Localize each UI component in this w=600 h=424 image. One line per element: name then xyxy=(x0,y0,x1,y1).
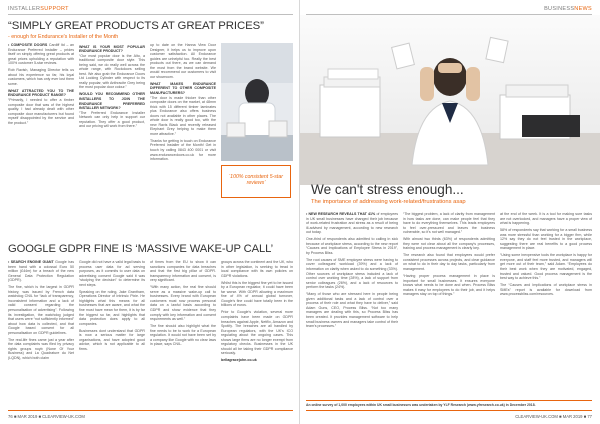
section-header-left: INSTALLERSUPPORT xyxy=(8,6,69,12)
body-text: Whilst this is the biggest fine yet to be issued by a European regulator, it could have been far worse. With GDPR allowing a maximum fine of 4% of annual global turnover, Google’s fine could have totally been in the billions of euros. xyxy=(221,280,293,308)
article-column xyxy=(500,212,592,398)
body-text: “Having proper process management in place is important for small businesses. It ensures everyone knows what needs to be done and when. Process Bliss makes it easy for employees to do their job, and it helps managers stay on top of things.” xyxy=(403,274,495,297)
lead-in: • NEW RESEARCH REVEALS THAT 41% xyxy=(306,212,376,216)
body-text: of employees in UK small businesses have changed their job because of work-related frustration and stress as a result of being ill-advised by management, according to new research out today. xyxy=(306,212,398,235)
interview-question: WOULD YOU RECOMMEND OTHER INSTALLERS TO JOIN THE ENDURANCE PREFERRED INSTALLER NETWORK? xyxy=(79,92,145,111)
paragraph xyxy=(79,290,145,326)
body-text: One-third of respondents also admitted to calling in sick because of workplace stress, according to the new report “Causes and Implications of Employee Stress in 2019”, by Process Bliss. xyxy=(306,237,398,255)
paragraph xyxy=(403,253,495,271)
paragraph xyxy=(8,68,74,86)
body-text: The fine should also highlight what the fine needs to be to work for a European regulation. It would not have been set by a company like Google with no clear laws in place, says CNIL. xyxy=(150,324,216,347)
paragraph xyxy=(150,82,216,137)
body-text: “Using some inexpensive tools the workplace is happy for everyone, and staff feel more trusted, and managers will get more out of their team,” said Adam. “Employees do their best work when they are motivated, engaged, trusted and valued. Good process management is the best way to achieve this.” xyxy=(500,253,592,281)
paragraph xyxy=(8,43,74,66)
body-text: groups across the continent and the UK, who in other legislation, is seeking to tread in local compliance with its own policies on GDPR violations. xyxy=(221,260,293,278)
headline-simply-great: “SIMPLY GREAT PRODUCTS AT GREAT PRICES” xyxy=(8,20,264,32)
office-photo-illustration xyxy=(221,43,293,161)
article-column xyxy=(306,212,398,398)
body-text: The real-life fines came just a year after the data complaints was filed by privacy rights groups noyb (None Of Your Business) and La Quadrature du Net (LQDN), which both claim xyxy=(8,337,74,360)
paragraph xyxy=(500,253,592,280)
body-text: The “Causes and Implications of workplace stress in SMEs” report is available for download from www.processbliss.com/resources. xyxy=(500,283,592,297)
paragraph xyxy=(403,274,495,297)
body-text: Cardiff ltd – an Endurance Preferred Installer – prides itself on simply offering great products at great prices upholding a reputation with 100% customer 5-star reviews. xyxy=(8,43,74,66)
subhead-stress: The importance of addressing work-related/frustrations asap xyxy=(311,199,466,205)
interview-question: WHAT IS YOUR MOST POPULAR ENDURANCE PRODUCT? xyxy=(79,44,145,54)
byline: bellagracejohn.co.uk xyxy=(221,358,257,363)
folio-left: 76 ■ MAR 2019 ■ CLEARVIEW-UK.COM xyxy=(8,414,85,419)
paragraph xyxy=(150,43,216,79)
paragraph xyxy=(306,292,398,328)
paragraph xyxy=(8,285,74,335)
survey-footnote: An online survey of 1,000 employees within UK small businesses was undertaken by YLF Research (www.yfresearch.co.uk) in December 2018. xyxy=(306,400,592,407)
paragraph xyxy=(403,237,495,251)
body-text: “The door is made thicker than other composite doors on the market, at 48mm thick with 15 different timber laminates plus Endurance also offers business doors not available in other places. The whole door is really good too, with the new Ravis Black and recently released Elephant Grey helping to make them more attractive.” xyxy=(150,95,216,136)
stressed-businessman-photo xyxy=(300,15,600,185)
paragraph xyxy=(221,281,293,308)
interview-question: WHAT ATTRACTED YOU TO THE ENDURANCE PRODUCT RANGE? xyxy=(8,88,74,98)
body-text: 58% of respondents say that working for a small business was more stressful than working for a bigger firm, while 12% say they do not feel trusted in the workplace, suggesting there are real benefits to a good process management in place. xyxy=(500,228,592,251)
article-column xyxy=(150,43,216,235)
folio-divider-right xyxy=(306,410,592,411)
body-text: of times from the EU to show it can sanctions companies for data breaches and that the first big pillar of GDPR. transparency information and consent, is very significant. xyxy=(150,260,216,283)
paragraph xyxy=(8,89,74,125)
body-text: Thanks for getting in touch on Endurance Preferred Installer of the Month! Get in touch by calling 0843 400 0001 or visit www.endurancedoors.co.uk for more information. xyxy=(150,138,216,162)
paragraph xyxy=(79,329,145,352)
body-text: “Our most popular door is the Alto, a traditional composite door style. This being said, we do really well across the whole range, with Rockdoors selling best. We also grab the Endurance Doors Ltd Locking Cylinder with respect to its really popular, with Anthracite Grey being the most popular door colour.” xyxy=(79,53,145,90)
body-text: Speaking on the ruling, Jake Grantham, Operations Director of Intrinsic Pixie. He highlights what this means for all businesses that are aware, and what the fine must have mean for them, it is by far the biggest so far, and highlights that data protection does apply to all companies. xyxy=(79,289,145,326)
headline-stress: We can't stress enough... xyxy=(311,182,464,197)
paragraph xyxy=(150,139,216,162)
paragraph xyxy=(8,338,74,361)
article-column xyxy=(221,260,293,406)
paragraph xyxy=(150,324,216,347)
stressed-worker-thumbnail xyxy=(221,43,293,161)
body-text: Prior to Google’s violation, several more complaints have been made on GDPR breaches against Apple, Netflix, Amazon and Spotify. The breaches are all handled by European regulators, with the UK’s ICO regulating about the ongoing cases. This shows large firms are no longer exempt from regulatory checks. Businesses in the UK should all be taking their GDPR compliance seriously. xyxy=(221,310,293,356)
body-text: Businesses dont understand that GDPR is now a serious matter for large organisations, and have adopted good advice, which is not applicable to all firms. xyxy=(79,328,145,351)
subhead-simply-great: - enough for Endurance's Installer of the Month xyxy=(8,34,119,40)
office-stress-illustration xyxy=(300,15,600,185)
lead-in: • SEARCH ENGINE GIANT xyxy=(8,260,54,264)
paragraph xyxy=(403,212,495,235)
body-text: With almost two thirds (63%) of respondents admitting they were not clear about all the company’s processes, training and process management is clearly key. xyxy=(403,237,495,251)
folio-divider-left xyxy=(8,410,293,411)
article-column xyxy=(8,43,74,235)
article-column xyxy=(79,260,145,406)
paragraph xyxy=(306,212,398,235)
body-text: Google has been hand with a colossal Euro 50 million (£44m) for a breach of the new General Data Protection Regulation (GDPR). xyxy=(8,260,74,283)
paragraph xyxy=(150,260,216,283)
paragraph xyxy=(8,260,74,283)
body-text: Google did not have a valid legal basis to process user data for ad serving purposes, as it commits to user data on advertising consent Google said it was “studying the decision” to determine its next steps. xyxy=(79,260,145,287)
body-text: “With many action, the real fine should serve as a massive wake-up call to businesses. Every brand with European customers must now process personal data on a lawful basis according to GDPR and show evidence that they comply with key information and consent requirements as well.” xyxy=(150,285,216,322)
body-text: at the end of the week. It is a tool for making sure tasks are not overlooked, and managers have a proper view of what is happening. xyxy=(500,212,592,226)
body-text: “Many of those who are stressed here in people being given additional tasks and a lack of control over a process of their role and what they have to deliver,” said Adam Guns, CEO, Process Bliss. “Not too many managers are dealing with this, so Process Bliss has been created. It provides management software to help small business owners and managers take control of their team’s processes.” xyxy=(306,292,398,329)
paragraph xyxy=(79,45,145,90)
section-header-right: BUSINESSNEWS xyxy=(544,6,592,12)
paragraph xyxy=(500,228,592,251)
pull-quote-box: ‘100% consistent 5-star reviews’ xyxy=(221,165,291,198)
paragraph xyxy=(306,237,398,255)
article-column xyxy=(79,43,145,235)
paragraph xyxy=(79,260,145,287)
paragraph xyxy=(150,285,216,321)
body-text: Rob Ravish, Managing Director tells us about his experience so far, his loyal customers, which has only ever lost them some. xyxy=(8,68,74,86)
body-text: The fine, which is the largest in GDPR history, was issued by French data watchdog CNIL for “lack of transparency, inconsistent information and a lack of valid consent regarding the personalisation of advertising”. Following its investigation, the watchdog judged that users were “not sufficiently informed” about how data is collected, and that Google based consent for all personalisation on GDPR guidelines. xyxy=(8,285,74,335)
headline-google-gdpr: GOOGLE GDPR FINE IS ‘MASSIVE WAKE-UP CALL’ xyxy=(8,243,273,255)
body-text: The root causes of SME employee stress were having to cover colleagues’ workload (39%) and a lack of information on clarity when asked to do something (33%). Other sources of workplace stress included a lack of control over working time (28%), a lack of support from senior colleagues (26%), and a lack of resources to perform the tasks (24%). xyxy=(306,257,398,290)
article-column xyxy=(150,260,216,406)
paragraph xyxy=(221,310,293,355)
body-text: The research also found that employees would prefer consistent processes across projects, and clear guidance on what to do in their day to day tasks, particularly from management. xyxy=(403,253,495,272)
header-divider-left xyxy=(8,14,293,15)
paragraph xyxy=(306,258,398,290)
body-text: “Primarily, I needed to offer a timber composite door that was of the highest quality. I had already dealt with other composite door manufacturers but found myself disappointed by the service and the product.” xyxy=(8,98,74,125)
paragraph xyxy=(79,92,145,128)
article-column xyxy=(403,212,495,398)
paragraph xyxy=(221,260,293,278)
interview-question: WHAT MAKES ENDURANCE DIFFERENT TO OTHER COMPOSITE MANUFACTURERS? xyxy=(150,81,216,95)
body-text: “The Preferred Endurance Installer Network can only help in support our reputation. They offer a good product, and our pricing will work from there.” xyxy=(79,110,145,129)
folio-right: CLEARVIEW-UK.COM ■ MAR 2019 ■ 77 xyxy=(515,414,592,419)
body-text: up to date on the Hanna View Door Designer, it helps us to improve upon customer satisfaction. All Endurance guides are unhelpful too. Really the best products out there, as we can demand the most from the brand website. We would recommend our customers to visit our showroom. xyxy=(150,43,216,79)
article-column xyxy=(8,260,74,406)
paragraph xyxy=(500,212,592,226)
paragraph xyxy=(500,283,592,297)
paragraph xyxy=(221,358,293,363)
lead-in: • COMPOSITE DOORS xyxy=(8,43,48,47)
body-text: “The biggest problem, a lack of clarity from management in how tasks are done, can make people feel that they have to do everything themselves. This leads employees to feel over-pressured and leaves the business vulnerable, so it’s not well managed.” xyxy=(403,212,495,235)
